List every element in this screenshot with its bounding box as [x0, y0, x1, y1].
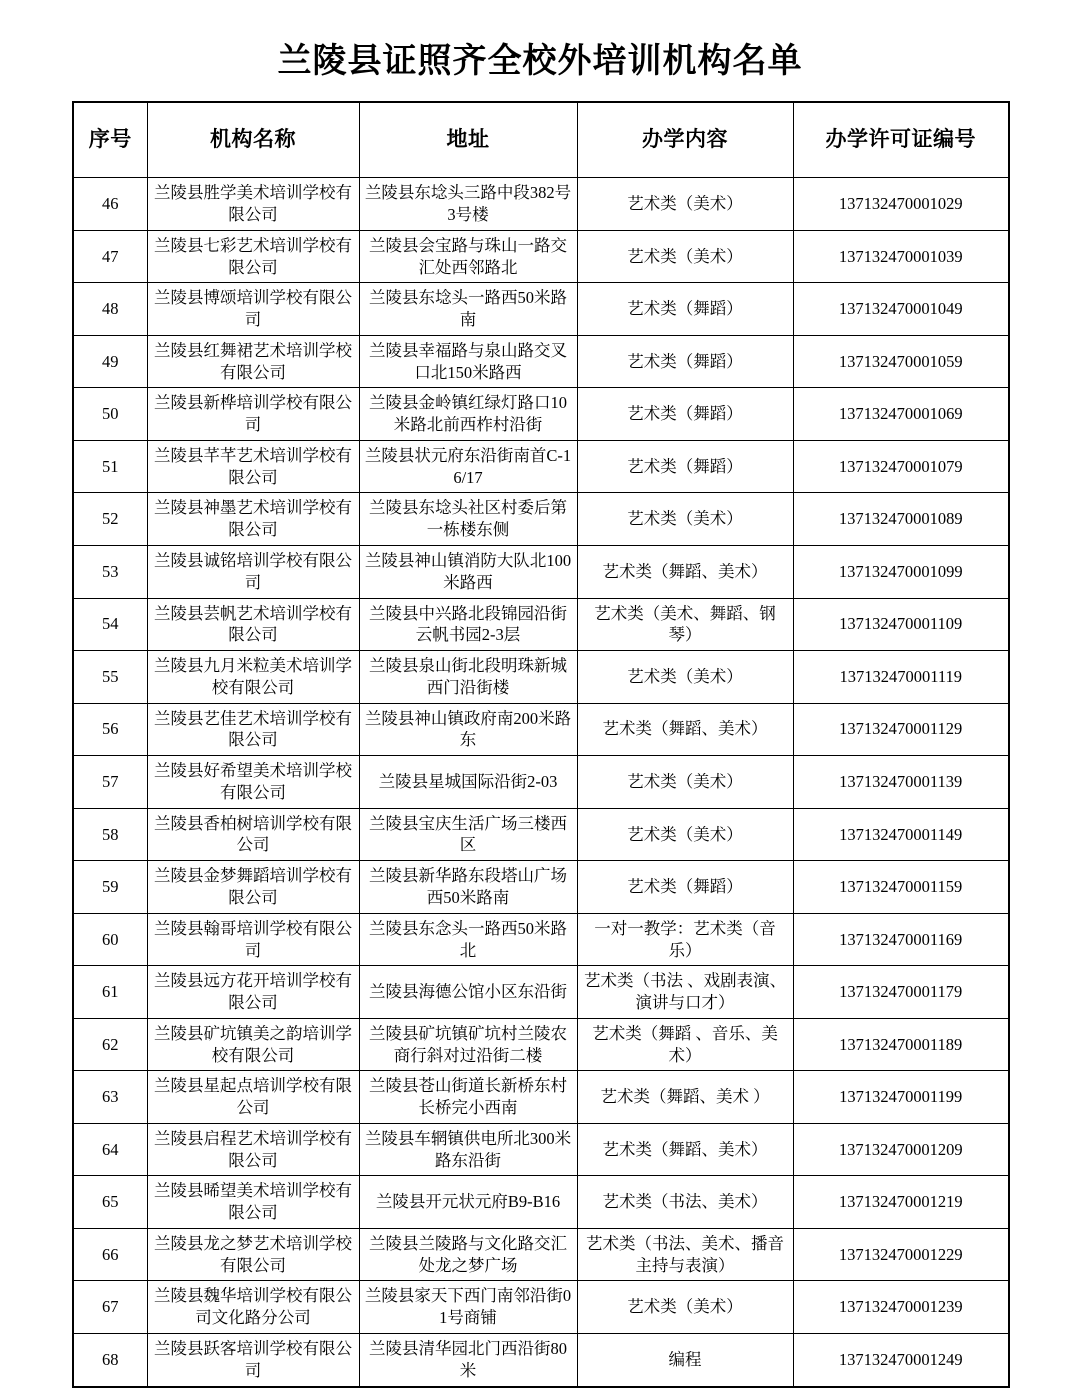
cell-teaching-content: 一对一教学：艺术类（音乐）: [577, 913, 793, 966]
cell-seq: 67: [73, 1281, 147, 1334]
cell-address: 兰陵县宝庆生活广场三楼西区: [359, 808, 577, 861]
cell-institution-name: 兰陵县红舞裙艺术培训学校有限公司: [147, 335, 359, 388]
cell-teaching-content: 艺术类（书法、美术、播音主持与表演）: [577, 1228, 793, 1281]
cell-license-number: 137132470001159: [793, 861, 1009, 914]
cell-license-number: 137132470001189: [793, 1018, 1009, 1071]
column-header-name: 机构名称: [147, 102, 359, 178]
table-row: [73, 651, 1009, 704]
cell-teaching-content: 艺术类（舞蹈）: [577, 283, 793, 336]
cell-seq: 61: [73, 966, 147, 1019]
cell-license-number: 137132470001149: [793, 808, 1009, 861]
cell-address: 兰陵县神山镇消防大队北100米路西: [359, 546, 577, 599]
cell-address: 兰陵县车辋镇供电所北300米路东沿街: [359, 1123, 577, 1176]
table-row: [73, 966, 1009, 1019]
cell-seq: 58: [73, 808, 147, 861]
cell-license-number: 137132470001059: [793, 335, 1009, 388]
cell-seq: 56: [73, 703, 147, 756]
table-row: [73, 440, 1009, 493]
cell-address: 兰陵县泉山街北段明珠新城西门沿街楼: [359, 651, 577, 704]
cell-seq: 47: [73, 230, 147, 283]
cell-license-number: 137132470001209: [793, 1123, 1009, 1176]
cell-institution-name: 兰陵县诚铭培训学校有限公司: [147, 546, 359, 599]
cell-seq: 51: [73, 440, 147, 493]
cell-teaching-content: 艺术类（美术）: [577, 808, 793, 861]
cell-license-number: 137132470001129: [793, 703, 1009, 756]
table-row: [73, 1123, 1009, 1176]
cell-license-number: 137132470001079: [793, 440, 1009, 493]
cell-seq: 48: [73, 283, 147, 336]
cell-address: 兰陵县幸福路与泉山路交叉口北150米路西: [359, 335, 577, 388]
column-header-content: 办学内容: [577, 102, 793, 178]
cell-license-number: 137132470001219: [793, 1176, 1009, 1229]
cell-teaching-content: 艺术类（舞蹈）: [577, 388, 793, 441]
table-row: [73, 178, 1009, 231]
cell-license-number: 137132470001139: [793, 756, 1009, 809]
table-row: [73, 493, 1009, 546]
cell-institution-name: 兰陵县矿坑镇美之韵培训学校有限公司: [147, 1018, 359, 1071]
cell-address: 兰陵县家天下西门南邻沿街01号商铺: [359, 1281, 577, 1334]
cell-license-number: 137132470001089: [793, 493, 1009, 546]
cell-address: 兰陵县苍山街道长新桥东村长桥完小西南: [359, 1071, 577, 1124]
cell-seq: 53: [73, 546, 147, 599]
column-header-address: 地址: [359, 102, 577, 178]
cell-seq: 64: [73, 1123, 147, 1176]
table-row: [73, 598, 1009, 651]
table-row: [73, 1228, 1009, 1281]
cell-teaching-content: 艺术类（美术）: [577, 1281, 793, 1334]
cell-teaching-content: 艺术类（美术、舞蹈、钢琴）: [577, 598, 793, 651]
table-row: [73, 1281, 1009, 1334]
cell-license-number: 137132470001199: [793, 1071, 1009, 1124]
cell-license-number: 137132470001179: [793, 966, 1009, 1019]
cell-institution-name: 兰陵县魏华培训学校有限公司文化路分公司: [147, 1281, 359, 1334]
cell-institution-name: 兰陵县晞望美术培训学校有限公司: [147, 1176, 359, 1229]
cell-address: 兰陵县矿坑镇矿坑村兰陵农商行斜对过沿街二楼: [359, 1018, 577, 1071]
cell-teaching-content: 艺术类（美术）: [577, 651, 793, 704]
table-body: [73, 178, 1009, 1387]
table-row: [73, 703, 1009, 756]
cell-address: 兰陵县海德公馆小区东沿街: [359, 966, 577, 1019]
cell-teaching-content: 艺术类（舞蹈）: [577, 335, 793, 388]
cell-teaching-content: 艺术类（美术）: [577, 230, 793, 283]
cell-seq: 59: [73, 861, 147, 914]
cell-license-number: 137132470001029: [793, 178, 1009, 231]
page-title: 兰陵县证照齐全校外培训机构名单: [277, 43, 803, 80]
cell-institution-name: 兰陵县九月米粒美术培训学校有限公司: [147, 651, 359, 704]
cell-teaching-content: 艺术类（舞蹈、美术）: [577, 703, 793, 756]
table-header: [73, 102, 1009, 178]
cell-teaching-content: 艺术类（书法、美术）: [577, 1176, 793, 1229]
cell-address: 兰陵县金岭镇红绿灯路口10米路北前西柞村沿街: [359, 388, 577, 441]
table-row: [73, 546, 1009, 599]
cell-address: 兰陵县状元府东沿街南首C-16/17: [359, 440, 577, 493]
table-row: [73, 1333, 1009, 1386]
cell-teaching-content: 艺术类（舞蹈）: [577, 440, 793, 493]
cell-teaching-content: 艺术类（美术）: [577, 493, 793, 546]
cell-teaching-content: 艺术类（舞蹈、美术）: [577, 546, 793, 599]
cell-institution-name: 兰陵县好希望美术培训学校有限公司: [147, 756, 359, 809]
cell-institution-name: 兰陵县星起点培训学校有限公司: [147, 1071, 359, 1124]
column-header-license: 办学许可证编号: [793, 102, 1009, 178]
cell-address: 兰陵县星城国际沿街2-03: [359, 756, 577, 809]
cell-seq: 55: [73, 651, 147, 704]
cell-seq: 50: [73, 388, 147, 441]
cell-address: 兰陵县开元状元府B9-B16: [359, 1176, 577, 1229]
cell-license-number: 137132470001229: [793, 1228, 1009, 1281]
cell-license-number: 137132470001049: [793, 283, 1009, 336]
cell-seq: 57: [73, 756, 147, 809]
cell-institution-name: 兰陵县博颂培训学校有限公司: [147, 283, 359, 336]
cell-address: 兰陵县东埝头一路西50米路南: [359, 283, 577, 336]
cell-seq: 63: [73, 1071, 147, 1124]
cell-teaching-content: 艺术类（美术）: [577, 756, 793, 809]
cell-license-number: 137132470001069: [793, 388, 1009, 441]
cell-institution-name: 兰陵县神墨艺术培训学校有限公司: [147, 493, 359, 546]
cell-seq: 66: [73, 1228, 147, 1281]
cell-license-number: 137132470001099: [793, 546, 1009, 599]
cell-institution-name: 兰陵县启程艺术培训学校有限公司: [147, 1123, 359, 1176]
cell-license-number: 137132470001249: [793, 1333, 1009, 1386]
cell-teaching-content: 艺术类（舞蹈 、音乐、美术）: [577, 1018, 793, 1071]
cell-address: 兰陵县东埝头社区村委后第一栋楼东侧: [359, 493, 577, 546]
cell-institution-name: 兰陵县龙之梦艺术培训学校有限公司: [147, 1228, 359, 1281]
table-row: [73, 335, 1009, 388]
cell-license-number: 137132470001039: [793, 230, 1009, 283]
cell-address: 兰陵县中兴路北段锦园沿街云帆书园2-3层: [359, 598, 577, 651]
cell-seq: 54: [73, 598, 147, 651]
table-row: [73, 1071, 1009, 1124]
cell-seq: 46: [73, 178, 147, 231]
cell-teaching-content: 艺术类（美术）: [577, 178, 793, 231]
cell-address: 兰陵县神山镇政府南200米路东: [359, 703, 577, 756]
table-row: [73, 388, 1009, 441]
cell-seq: 49: [73, 335, 147, 388]
table-row: [73, 1176, 1009, 1229]
cell-license-number: 137132470001119: [793, 651, 1009, 704]
cell-teaching-content: 艺术类（舞蹈、美术 ）: [577, 1071, 793, 1124]
table-row: [73, 283, 1009, 336]
cell-institution-name: 兰陵县远方花开培训学校有限公司: [147, 966, 359, 1019]
cell-license-number: 137132470001169: [793, 913, 1009, 966]
cell-seq: 60: [73, 913, 147, 966]
cell-address: 兰陵县兰陵路与文化路交汇处龙之梦广场: [359, 1228, 577, 1281]
cell-institution-name: 兰陵县香柏树培训学校有限公司: [147, 808, 359, 861]
cell-institution-name: 兰陵县七彩艺术培训学校有限公司: [147, 230, 359, 283]
column-header-seq: 序号: [73, 102, 147, 178]
cell-address: 兰陵县东埝头三路中段382号3号楼: [359, 178, 577, 231]
cell-address: 兰陵县东念头一路西50米路北: [359, 913, 577, 966]
training-institutions-table: [72, 101, 1010, 1388]
cell-address: 兰陵县新华路东段塔山广场西50米路南: [359, 861, 577, 914]
cell-institution-name: 兰陵县金梦舞蹈培训学校有限公司: [147, 861, 359, 914]
cell-address: 兰陵县会宝路与珠山一路交汇处西邻路北: [359, 230, 577, 283]
cell-teaching-content: 艺术类（舞蹈）: [577, 861, 793, 914]
cell-teaching-content: 编程: [577, 1333, 793, 1386]
cell-teaching-content: 艺术类（书法 、戏剧表演、演讲与口才）: [577, 966, 793, 1019]
cell-institution-name: 兰陵县芊芊艺术培训学校有限公司: [147, 440, 359, 493]
cell-institution-name: 兰陵县翰哥培训学校有限公司: [147, 913, 359, 966]
cell-license-number: 137132470001109: [793, 598, 1009, 651]
cell-institution-name: 兰陵县新桦培训学校有限公司: [147, 388, 359, 441]
table-row: [73, 230, 1009, 283]
cell-address: 兰陵县清华园北门西沿街80米: [359, 1333, 577, 1386]
table-row: [73, 808, 1009, 861]
cell-institution-name: 兰陵县胜学美术培训学校有限公司: [147, 178, 359, 231]
cell-institution-name: 兰陵县艺佳艺术培训学校有限公司: [147, 703, 359, 756]
table-header-row: [73, 102, 1009, 178]
table-row: [73, 861, 1009, 914]
cell-institution-name: 兰陵县跃客培训学校有限公司: [147, 1333, 359, 1386]
cell-seq: 62: [73, 1018, 147, 1071]
cell-seq: 65: [73, 1176, 147, 1229]
cell-seq: 68: [73, 1333, 147, 1386]
cell-seq: 52: [73, 493, 147, 546]
table-row: [73, 913, 1009, 966]
table-row: [73, 756, 1009, 809]
cell-institution-name: 兰陵县芸帆艺术培训学校有限公司: [147, 598, 359, 651]
cell-teaching-content: 艺术类（舞蹈、美术）: [577, 1123, 793, 1176]
table-row: [73, 1018, 1009, 1071]
cell-license-number: 137132470001239: [793, 1281, 1009, 1334]
table-container: [0, 101, 1080, 1388]
